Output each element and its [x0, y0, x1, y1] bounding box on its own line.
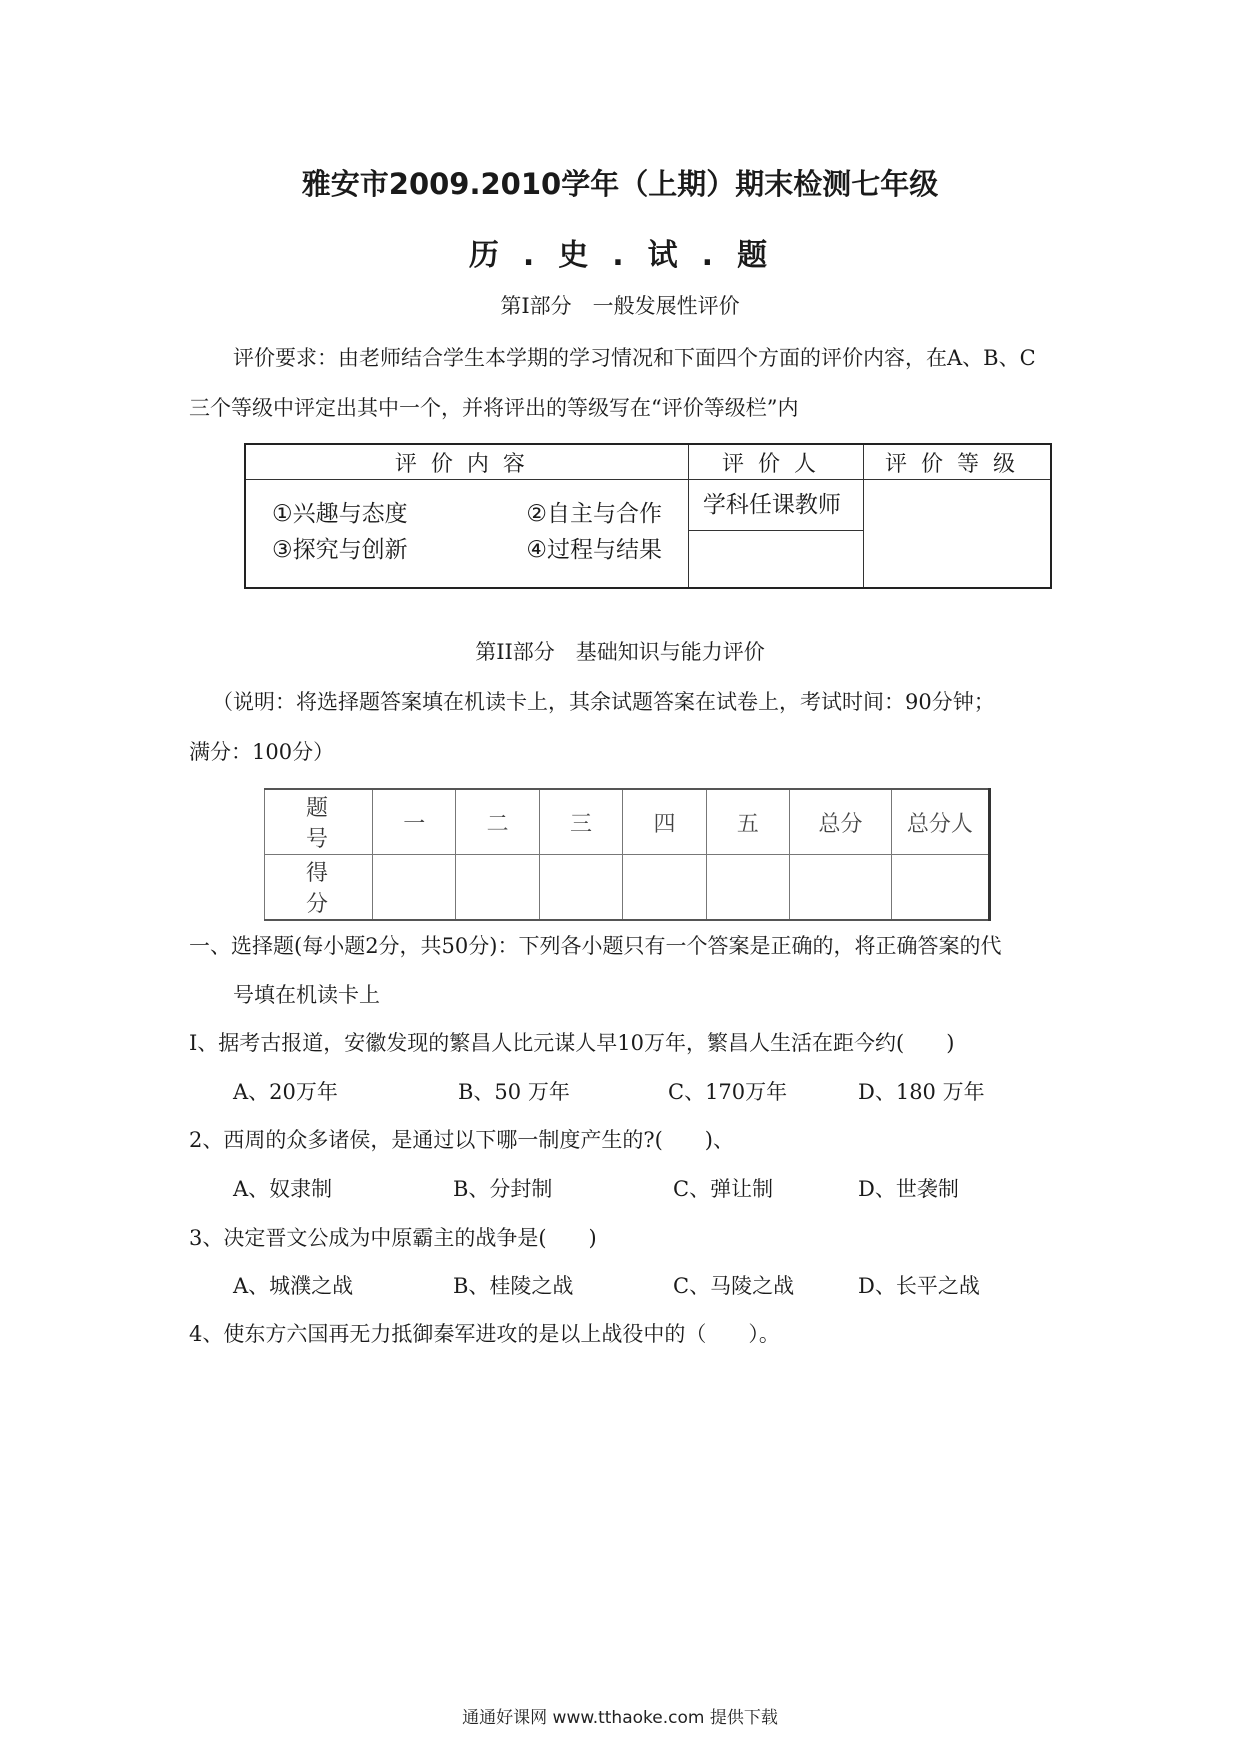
- score-col-2: 二: [456, 789, 539, 855]
- score-table-score-row: [265, 855, 990, 921]
- question-4-stem: 4、使东方六国再无力抵御秦军进攻的是以上战役中的（ ）。: [189, 1322, 780, 1346]
- question-2-stem: 2、西周的众多诸侯，是通过以下哪一制度产生的?( )、: [189, 1128, 735, 1152]
- eval-item-2: ②自主与合作: [526, 501, 662, 527]
- question-3-option-a: A、城濮之战: [233, 1274, 354, 1298]
- footer-credit: 通通好课网 www.tthaoke.com 提供下载: [462, 1708, 778, 1728]
- score-cell-4[interactable]: [623, 855, 706, 921]
- question-2-option-c: C、弹让制: [673, 1177, 774, 1201]
- eval-evaluator-cell: 学科任课教师: [688, 480, 863, 531]
- eval-col-grade: 评价等级: [864, 444, 1051, 480]
- score-col-1: 一: [373, 789, 456, 855]
- score-cell-3[interactable]: [539, 855, 622, 921]
- part2-note-line2: 满分：100分）: [189, 740, 335, 764]
- score-cell-2[interactable]: [456, 855, 539, 921]
- score-row-label: 得分: [265, 855, 373, 921]
- score-table-header-row: [265, 789, 990, 855]
- question-1-option-b: B、50 万年: [458, 1080, 570, 1104]
- question-2-option-a: A、奴隶制: [233, 1177, 333, 1201]
- question-1-option-d: D、180 万年: [858, 1080, 985, 1104]
- section1-heading-line2: 号填在机读卡上: [233, 983, 380, 1007]
- question-3-options: [233, 1270, 980, 1300]
- eval-evaluator-blank-cell: [688, 531, 863, 589]
- score-col-grader: 总分人: [891, 789, 989, 855]
- question-2-option-d: D、世袭制: [858, 1177, 959, 1201]
- question-1-options: [233, 1076, 985, 1106]
- eval-grade-cell[interactable]: [864, 480, 1051, 589]
- section1-heading-line1: 一、选择题(每小题2分，共50分)：下列各小题只有一个答案是正确的，将正确答案的代: [189, 934, 1002, 958]
- score-col-5: 五: [706, 789, 789, 855]
- eval-col-evaluator: 评价人: [688, 444, 863, 480]
- part1-instruction-line2: 三个等级中评定出其中一个，并将评出的等级写在“评价等级栏”内: [189, 396, 799, 420]
- eval-item-4: ④过程与结果: [526, 537, 662, 563]
- question-2-option-b: B、分封制: [453, 1177, 553, 1201]
- part1-instruction-line1: 评价要求：由老师结合学生本学期的学习情况和下面四个方面的评价内容，在A、B、C: [233, 346, 1036, 370]
- question-1-option-a: A、20万年: [233, 1080, 338, 1104]
- evaluation-table: [244, 443, 1052, 589]
- eval-item-1: ①兴趣与态度: [272, 501, 408, 527]
- eval-content-cell: [245, 480, 688, 589]
- score-cell-grader[interactable]: [891, 855, 989, 921]
- question-3-stem: 3、决定晋文公成为中原霸主的战争是( ): [189, 1226, 597, 1250]
- question-1-stem: I、据考古报道，安徽发现的繁昌人比元谋人早10万年，繁昌人生活在距今约( ): [189, 1031, 955, 1055]
- question-2-options: [233, 1173, 959, 1203]
- question-3-option-d: D、长平之战: [858, 1274, 980, 1298]
- score-col-4: 四: [623, 789, 706, 855]
- exam-title: 雅安市2009.2010学年（上期）期末检测七年级: [301, 167, 939, 201]
- score-col-total: 总分: [790, 789, 892, 855]
- eval-item-3: ③探究与创新: [272, 537, 408, 563]
- score-col-question-no: 题号: [265, 789, 373, 855]
- exam-subtitle: 历.史.试.题: [468, 238, 792, 273]
- score-table: [264, 788, 991, 921]
- score-cell-5[interactable]: [706, 855, 789, 921]
- score-col-3: 三: [539, 789, 622, 855]
- part2-heading: 第II部分 基础知识与能力评价: [475, 640, 765, 664]
- question-1-option-c: C、170万年: [668, 1080, 788, 1104]
- eval-col-content: 评价内容: [245, 444, 688, 480]
- part2-note-line1: （说明：将选择题答案填在机读卡上，其余试题答案在试卷上，考试时间：90分钟；: [212, 690, 995, 714]
- score-cell-total[interactable]: [790, 855, 892, 921]
- question-3-option-b: B、桂陵之战: [453, 1274, 574, 1298]
- part1-heading: 第Ⅰ部分 一般发展性评价: [500, 294, 740, 318]
- score-cell-1[interactable]: [373, 855, 456, 921]
- question-3-option-c: C、马陵之战: [673, 1274, 795, 1298]
